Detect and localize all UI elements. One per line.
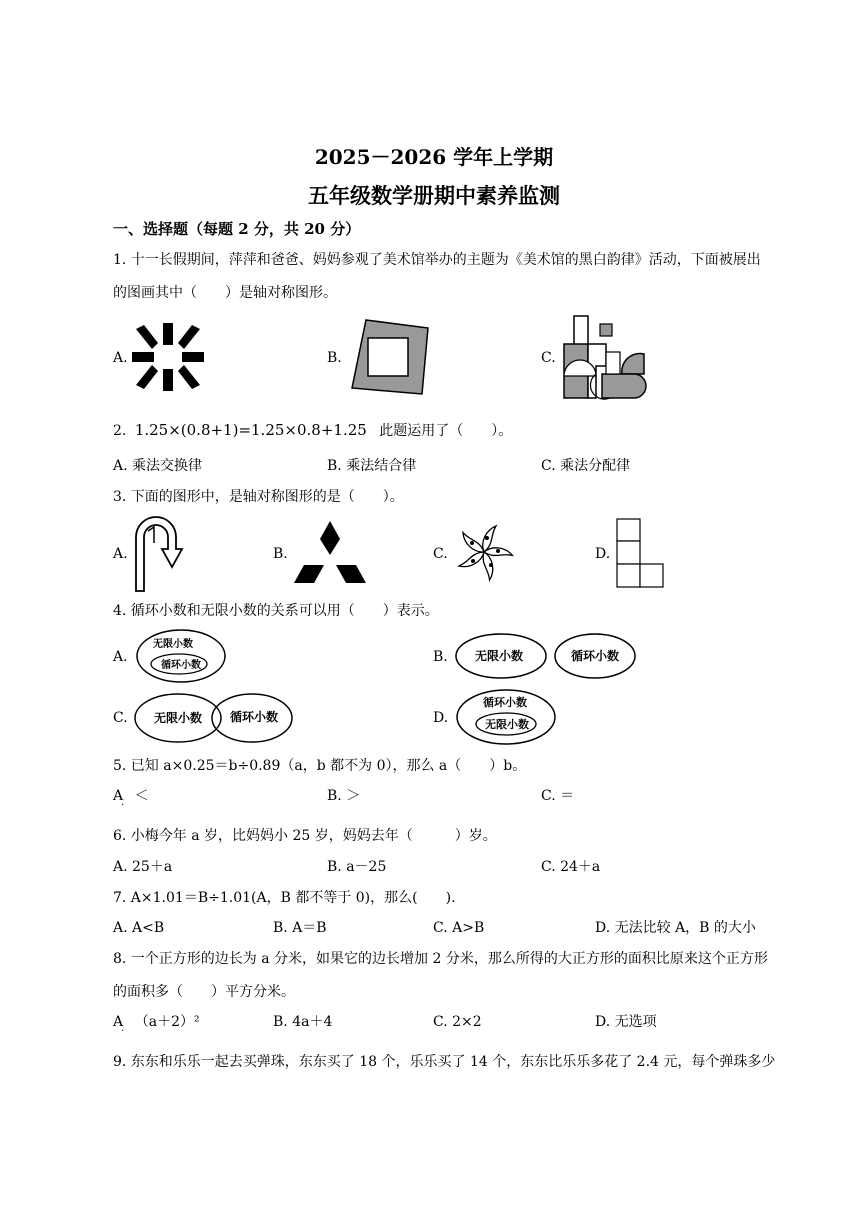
section-heading: 一、选择题（每题 2 分，共 20 分） (113, 220, 361, 238)
q5-option-b: B. ＞ (327, 788, 361, 804)
q9-text: 9. 东东和乐乐一起去买弹珠，东东买了 18 个，乐乐买了 14 个，东东比乐乐多花了 2.4 元，每个弹珠多少 (113, 1054, 776, 1070)
q2-formula: 1.25×(0.8+1)=1.25×0.8+1.25 (134, 421, 367, 439)
q8-option-b: B. 4a＋4 (273, 1014, 333, 1030)
q3-text: 3. 下面的图形中，是轴对称图形的是（ ）。 (113, 489, 404, 505)
q3-figure-d-l-shape-squares (616, 518, 664, 588)
q8-option-a-letter: A (113, 1014, 124, 1030)
q4-b-right-label: 循环小数 (571, 649, 620, 663)
q4-d-outer-label: 循环小数 (483, 696, 527, 709)
q4-option-b-label: B. (433, 649, 448, 665)
q8-option-d: D. 无选项 (595, 1014, 657, 1030)
q2-suffix: 此题运用了（ ）。 (379, 423, 513, 439)
q4-diagram-d (455, 688, 557, 746)
q6-option-a: A. 25＋a (113, 859, 173, 875)
exam-title: 2025－2026 学年上学期 (314, 145, 554, 169)
q6-option-c: C. 24＋a (541, 859, 601, 875)
q3-figure-b-three-diamonds-icon (294, 521, 366, 583)
q1-text-line2: 的图画其中（ ）是轴对称图形。 (113, 285, 337, 301)
q3-figure-a-hook-arrow-icon (132, 513, 184, 593)
q2-option-c: C. 乘法分配律 (541, 458, 631, 474)
q4-diagram-c (134, 692, 294, 744)
q8-option-a (113, 1012, 200, 1037)
q4-c-right-label: 循环小数 (230, 710, 279, 724)
q1-option-b-label: B. (327, 350, 342, 366)
q5-option-a-value: ＜ (134, 788, 149, 804)
q1-option-c-label: C. (541, 350, 556, 366)
q8-option-a-dot: · (121, 1026, 125, 1037)
q1-option-a-label: A. (113, 350, 128, 366)
q1-figure-a-star-pattern (132, 323, 204, 391)
q1-figure-b-square-frame (350, 318, 430, 396)
q4-a-outer-label: 无限小数 (153, 639, 193, 650)
q7-option-b: B. A＝B (273, 920, 327, 936)
q6-text: 6. 小梅今年 a 岁，比妈妈小 25 岁，妈妈去年（ ）岁。 (113, 828, 497, 844)
q4-diagram-a (135, 628, 227, 684)
q4-option-a-label: A. (113, 649, 128, 665)
q4-diagram-b (455, 632, 639, 680)
q7-option-c: C. A>B (433, 920, 485, 936)
q2-number: 2. (113, 423, 127, 439)
q7-option-a: A. A<B (113, 920, 165, 936)
q3-option-d-label: D. (595, 546, 611, 562)
q8-option-c: C. 2×2 (433, 1014, 482, 1030)
q4-text: 4. 循环小数和无限小数的关系可以用（ ）表示。 (113, 603, 439, 619)
q4-option-c-label: C. (113, 710, 128, 726)
q7-text: 7. A×1.01＝B÷1.01(A，B 都不等于 0)，那么( ). (113, 890, 456, 906)
q5-text: 5. 已知 a×0.25＝b÷0.89（a，b 都不为 0），那么 a（ ）b。 (113, 758, 527, 774)
q5-option-a (113, 786, 149, 811)
q2-option-b: B. 乘法结合律 (327, 458, 417, 474)
q4-option-d-label: D. (433, 710, 449, 726)
q2-option-a: A. 乘法交换律 (113, 458, 203, 474)
q3-option-a-label: A. (113, 546, 128, 562)
q3-option-c-label: C. (433, 546, 448, 562)
q8-text-line2: 的面积多（ ）平方分米。 (113, 984, 295, 1000)
q1-figure-c-composition (562, 314, 646, 400)
q8-option-a-value: （a＋2）² (134, 1014, 200, 1030)
q6-option-b: B. a－25 (327, 859, 387, 875)
q3-option-b-label: B. (273, 546, 288, 562)
q5-option-c: C. ＝ (541, 788, 575, 804)
q8-text-line1: 8. 一个正方形的边长为 a 分米，如果它的边长增加 2 分米，那么所得的大正方形的面积比原来这个正方形 (113, 951, 768, 967)
exam-subtitle: 五年级数学册期中素养监测 (308, 183, 560, 208)
q4-c-left-label: 无限小数 (154, 711, 203, 725)
q7-option-d: D. 无法比较 A，B 的大小 (595, 920, 756, 936)
q4-a-inner-label: 循环小数 (161, 660, 201, 671)
q4-d-inner-label: 无限小数 (485, 718, 529, 731)
q1-text-line1: 1. 十一长假期间，萍萍和爸爸、妈妈参观了美术馆举办的主题为《美术馆的黑白韵律》活动，下面被展出 (113, 252, 761, 268)
q2-text (113, 420, 512, 441)
q3-figure-c-flower-icon (454, 524, 514, 580)
q5-option-a-dot: · (121, 800, 125, 811)
q5-option-a-letter: A (113, 788, 124, 804)
q4-b-left-label: 无限小数 (475, 649, 524, 663)
